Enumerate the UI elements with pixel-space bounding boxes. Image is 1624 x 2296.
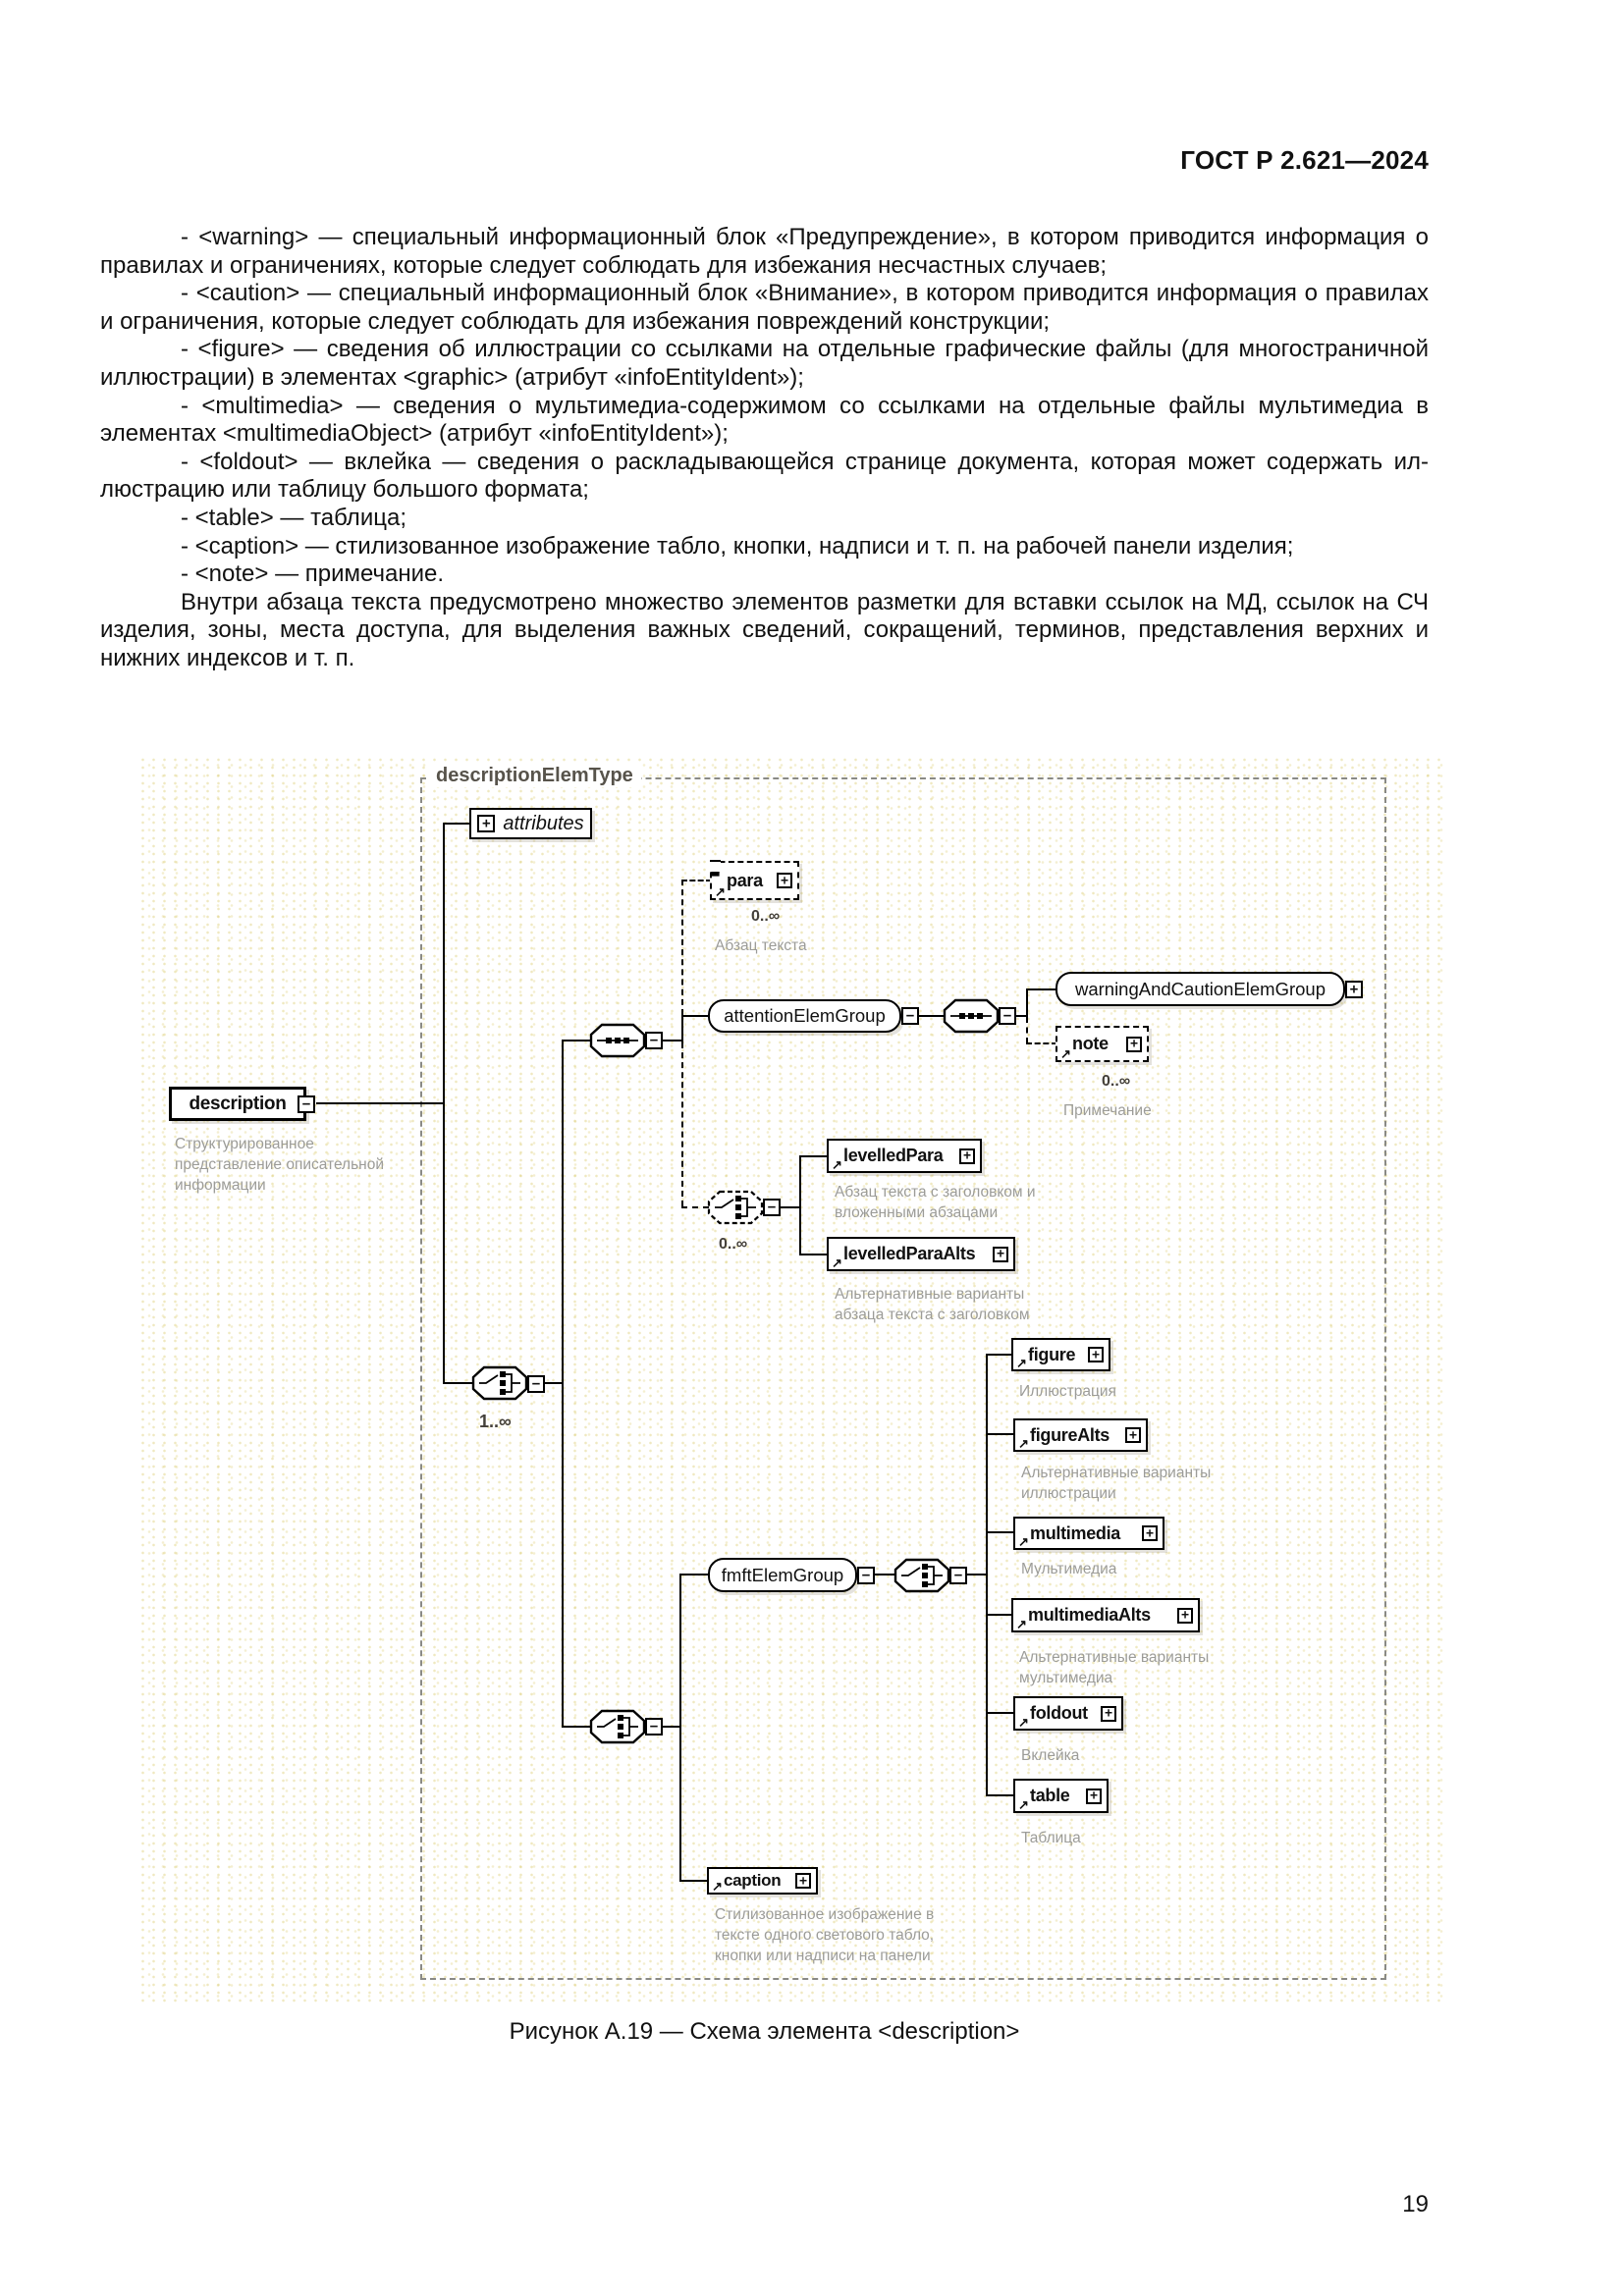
element-caption: Мультимедиа (1021, 1561, 1117, 1577)
paragraph: - <warning> — специальный информационный блок «Предупреждение», в котором приводится информация о правилах и ограничениях, которые следует соблюдать для избежания несчастных случаев; (100, 224, 1429, 279)
paragraph: - <figure> — сведения об иллюстрации со ссылками на отдельные графические файлы (для многостраничной иллюстрации) в элементах <graphic> (атрибут «infoEntityIdent»); (100, 336, 1429, 391)
element-caption: Иллюстрация (1019, 1383, 1116, 1400)
element-ref-icon: ↗ (1060, 1046, 1071, 1061)
element-name: table (1030, 1786, 1070, 1805)
element-ref-icon: ↗ (832, 1157, 842, 1172)
sequence-compositor-icon (943, 998, 1000, 1034)
connector-line (799, 1155, 801, 1255)
connector-line-dashed (681, 880, 683, 1015)
element-box-levelledPara (827, 1139, 982, 1173)
element-name: multimediaAlts (1028, 1605, 1151, 1625)
attributes-label: attributes (503, 812, 584, 834)
element-box-para (710, 861, 799, 900)
element-caption: Структурированное представление описательной информации (175, 1136, 385, 1194)
element-box-table (1013, 1779, 1109, 1813)
figure-caption: Рисунок А.19 — Схема элемента <description> (509, 2018, 1020, 2045)
element-name: foldout (1030, 1703, 1088, 1723)
group-box-fmftElemGroup (708, 1558, 857, 1592)
choice-compositor-icon (707, 1190, 764, 1225)
expand-icon: + (959, 1148, 975, 1164)
connector-line-dashed (681, 1206, 709, 1208)
page-number: 19 (1402, 2191, 1429, 2217)
element-caption: Альтернативные варианты иллюстрации (1021, 1465, 1212, 1502)
expand-icon: + (477, 815, 495, 832)
choice-compositor-icon (471, 1365, 528, 1401)
element-ref-icon: ↗ (1018, 1436, 1029, 1451)
paragraph: - <caption> — стилизованное изображение табло, кнопки, надписи и т. п. на рабочей панели изделия; (181, 532, 1294, 560)
connector-line (986, 1794, 1015, 1796)
collapse-icon: − (949, 1567, 967, 1584)
connector-line (443, 1382, 473, 1384)
expand-icon: + (993, 1247, 1008, 1262)
occurs-label: 0..∞ (719, 1236, 748, 1253)
connector-line (986, 1354, 1013, 1356)
collapse-icon: − (645, 1718, 663, 1735)
expand-icon: + (1126, 1037, 1142, 1052)
connector-line (316, 1102, 445, 1104)
expand-icon: + (777, 873, 792, 888)
connector-line (1026, 988, 1028, 1017)
collapse-icon: − (857, 1567, 875, 1584)
expand-icon: + (1101, 1706, 1116, 1722)
connector-line (681, 1015, 683, 1042)
element-ref-icon: ↗ (1016, 1617, 1027, 1631)
element-caption: Абзац текста с заголовком и вложенными абзацами (835, 1184, 1036, 1221)
body-text (100, 224, 1429, 673)
paragraph: - <multimedia> — сведения о мультимедиа-содержимом со ссылками на отдельные файлы мультимедиа в элементах <multimediaObject> (атрибут «infoEntityIdent»); (100, 392, 1429, 448)
expand-icon: + (1086, 1789, 1102, 1804)
expand-icon: + (1345, 981, 1363, 998)
element-ref-icon: ↗ (1018, 1534, 1029, 1549)
connector-line (544, 1382, 564, 1384)
connector-line (986, 1531, 1015, 1533)
element-name: levelledParaAlts (843, 1244, 976, 1263)
connector-line (874, 1574, 895, 1575)
connector-line (986, 1712, 1015, 1714)
connector-line (780, 1206, 801, 1208)
paragraph: - <foldout> — вклейка — сведения о раскладывающейся странице документа, которая может содержать иллюстрацию или таблицу большого формата; (100, 448, 1429, 504)
group-box-warningAndCautionElemGroup (1056, 972, 1345, 1006)
paragraph: - <note> — примечание. (181, 561, 445, 588)
connector-line-dashed (681, 1042, 683, 1206)
group-name: attentionElemGroup (724, 1005, 886, 1026)
collapse-icon: − (999, 1007, 1016, 1025)
connector-line (1026, 988, 1057, 990)
connector-line-dashed (1026, 1042, 1057, 1044)
element-box-foldout (1013, 1696, 1123, 1731)
expand-icon: + (1177, 1608, 1193, 1624)
group-name: warningAndCautionElemGroup (1074, 978, 1326, 999)
connector-line (679, 1574, 681, 1882)
element-name: caption (724, 1871, 782, 1890)
element-name: figure (1028, 1344, 1076, 1364)
expand-icon: + (1125, 1427, 1141, 1443)
element-box-multimediaAlts (1011, 1598, 1200, 1632)
collapse-icon: − (527, 1375, 545, 1393)
element-caption: Стилизованное изображение в тексте одного светового табло, кнопки или надписи на панели (715, 1906, 935, 1964)
element-ref-icon: ↗ (1018, 1715, 1029, 1730)
element-ref-icon: ↗ (832, 1255, 842, 1270)
element-caption: Примечание (1063, 1102, 1152, 1119)
connector-line (799, 1155, 829, 1157)
connector-line-dashed (681, 880, 712, 881)
element-caption: Абзац текста (715, 937, 807, 954)
occurs-label: 1..∞ (479, 1412, 512, 1431)
group-name: fmftElemGroup (721, 1564, 844, 1585)
element-ref-icon: ↗ (1018, 1797, 1029, 1812)
element-box-caption (707, 1867, 818, 1895)
connector-line (562, 1040, 591, 1041)
connector-line (562, 1726, 591, 1728)
collapse-icon: − (901, 1007, 919, 1025)
element-caption: Вклейка (1021, 1747, 1080, 1764)
element-caption: Таблица (1021, 1830, 1081, 1846)
connector-line (918, 1015, 945, 1017)
complex-type-label: descriptionElemType (428, 764, 641, 787)
connector-line (443, 823, 445, 1384)
occurs-label: 0..∞ (1102, 1073, 1131, 1090)
element-caption: Альтернативные варианты абзаца текста с заголовком (835, 1286, 1030, 1323)
connector-line-dashed (1026, 1017, 1028, 1043)
element-name: figureAlts (1030, 1424, 1110, 1445)
paragraph: Внутри абзаца текста предусмотрено множество элементов разметки для вставки ссылок на МД, ссылок на СЧ изделия, зоны, места доступа, для выделения важных сведений, сокращений, терминов, представления верхних и нижних индексов и т. п. (100, 588, 1429, 671)
connector-line (679, 1574, 710, 1575)
element-box-figureAlts (1013, 1418, 1148, 1452)
element-ref-icon: ↗ (712, 1879, 723, 1894)
connector-line (443, 823, 471, 825)
sequence-compositor-icon (589, 1023, 646, 1058)
element-caption: Альтернативные варианты мультимедиа (1019, 1649, 1210, 1686)
element-name: note (1072, 1034, 1109, 1053)
expand-icon: + (1088, 1347, 1104, 1362)
paragraph: - <table> — таблица; (181, 504, 406, 531)
connector-line (681, 1015, 710, 1017)
connector-line (662, 1726, 681, 1728)
choice-compositor-icon (589, 1709, 646, 1744)
element-name: para (727, 870, 763, 890)
group-box-attentionElemGroup (708, 999, 901, 1033)
occurs-label: 0..∞ (751, 908, 781, 925)
attributes-box (469, 808, 592, 839)
expand-icon: + (795, 1873, 811, 1889)
element-box-description (169, 1087, 306, 1121)
connector-line (966, 1574, 988, 1575)
element-box-figure (1011, 1338, 1110, 1371)
expand-icon: + (1142, 1525, 1158, 1541)
connector-line (799, 1254, 829, 1255)
element-name: description (189, 1093, 287, 1114)
text-content-icon (710, 860, 721, 872)
collapse-icon: − (298, 1095, 315, 1113)
element-box-note (1056, 1026, 1149, 1062)
connector-line (986, 1433, 1015, 1435)
paragraph: - <caution> — специальный информационный блок «Внимание», в котором приводится информация о правилах и ограничения, которые следует соблюдать для избежания повреждений конструкции; (100, 280, 1429, 335)
element-ref-icon: ↗ (1016, 1356, 1027, 1370)
collapse-icon: − (645, 1032, 663, 1049)
element-box-levelledParaAlts (827, 1237, 1015, 1271)
schema-diagram (137, 756, 1443, 2002)
document-header: ГОСТ Р 2.621—2024 (1180, 145, 1429, 175)
collapse-icon: − (763, 1199, 781, 1216)
connector-line (679, 1880, 709, 1882)
connector-line (986, 1614, 1013, 1616)
element-ref-icon: ↗ (715, 884, 726, 899)
element-box-multimedia (1013, 1517, 1164, 1550)
element-name: levelledPara (843, 1146, 944, 1165)
connector-line (986, 1354, 988, 1796)
connector-line (662, 1040, 683, 1041)
choice-compositor-icon (893, 1558, 950, 1593)
complex-type-frame (420, 777, 1386, 1980)
connector-line (562, 1040, 564, 1728)
element-name: multimedia (1030, 1522, 1121, 1543)
